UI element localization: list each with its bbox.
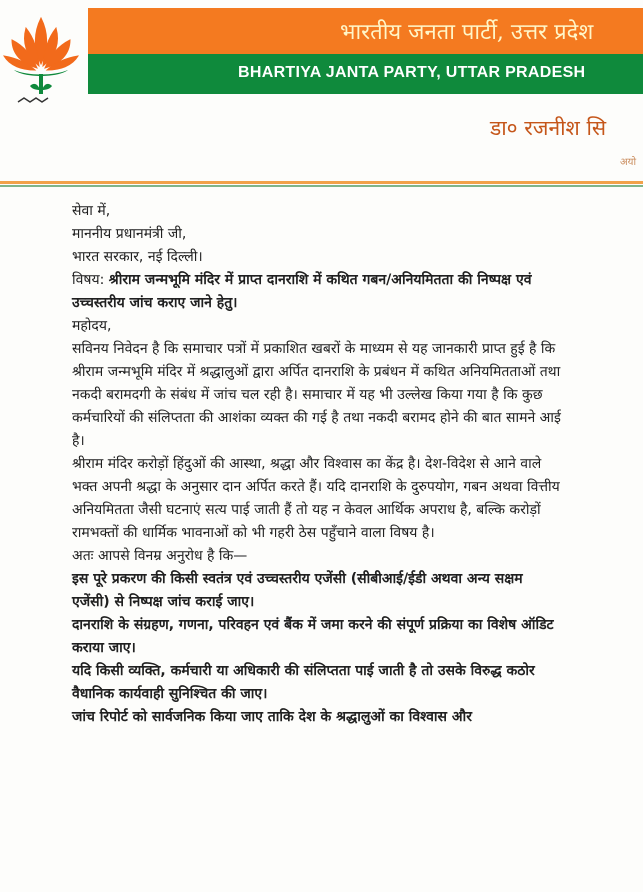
letterhead-divider-orange [0, 181, 643, 184]
party-name-english: BHARTIYA JANTA PARTY, UTTAR PRADESH [238, 64, 586, 81]
request-item-1: इस पूरे प्रकरण की किसी स्वतंत्र एवं उच्चस्तरीय एजेंसी (सीबीआई/ईडी अथवा अन्य सक्षम एजेंसी) से निष्पक्ष जांच कराई जाए। [72, 571, 523, 610]
paragraph-1: सविनय निवेदन है कि समाचार पत्रों में प्रकाशित खबरों के माध्यम से यह जानकारी प्राप्त हुई है कि श्रीराम जन्मभूमि मंदिर में श्रद्धालुओं द्वारा अर्पित दानराशि के प्रबंधन में कथित अनियमितताओं तथा नकदी बरामदगी के संबंध में जांच चल रही है। समाचार में यह भी उल्लेख किया गया है कि कुछ कर्मचारियों की संलिप्तता की आशंका व्यक्त की गई है तथा नकदी बरामद होने की बात सामने आई है। [72, 341, 561, 449]
request-item-4: जांच रिपोर्ट को सार्वजनिक किया जाए ताकि देश के श्रद्धालुओं का विश्वास और [72, 709, 472, 725]
letterhead-orange-band [88, 8, 643, 54]
subject-text: श्रीराम जन्मभूमि मंदिर में प्राप्त दानराशि में कथित गबन/अनियमितता की निष्पक्ष एवं उच्चस्तरीय जांच कराए जाने हेतु। [72, 272, 532, 311]
request-item-2: दानराशि के संग्रहण, गणना, परिवहन एवं बैंक में जमा करने की संपूर्ण प्रक्रिया का विशेष ऑडिट कराया जाए। [72, 617, 554, 656]
author-subtitle: अयो [620, 157, 637, 168]
paragraph-2: श्रीराम मंदिर करोड़ों हिंदुओं की आस्था, श्रद्धा और विश्वास का केंद्र है। देश-विदेश से आने वाले भक्त अपनी श्रद्धा के अनुसार दान अर्पित करते हैं। यदि दानराशि के दुरुपयोग, गबन अथवा वित्तीय अनियमितता जैसी घटनाएं सत्य पाई जाती हैं तो यह न केवल आर्थिक अपराध है, बल्कि करोड़ों रामभक्तों की धार्मिक भावनाओं को भी गहरी ठेस पहुँचाने वाला विषय है। [72, 456, 560, 541]
letter-body [72, 200, 562, 729]
request-item-3: यदि किसी व्यक्ति, कर्मचारी या अधिकारी की संलिप्तता पाई जाती है तो उसके विरुद्ध कठोर वैधानिक कार्यवाही सुनिश्चित की जाए। [72, 663, 535, 702]
subject-label: विषय: [72, 272, 105, 288]
request-intro: अतः आपसे विनम्र अनुरोध है कि— [72, 548, 248, 564]
salutation: महोदय, [72, 318, 112, 334]
letterhead-divider-green [0, 185, 643, 187]
author-name: डा० रजनीश सि [490, 116, 607, 140]
address-line-1: सेवा में, [72, 203, 111, 219]
address-line-3: भारत सरकार, नई दिल्ली। [72, 249, 203, 265]
letterhead-green-band [88, 54, 643, 94]
address-line-2: माननीय प्रधानमंत्री जी, [72, 226, 187, 242]
party-name-hindi: भारतीय जनता पार्टी, उत्तर प्रदेश [340, 20, 594, 45]
subject [72, 269, 562, 315]
lotus-icon [0, 6, 82, 108]
